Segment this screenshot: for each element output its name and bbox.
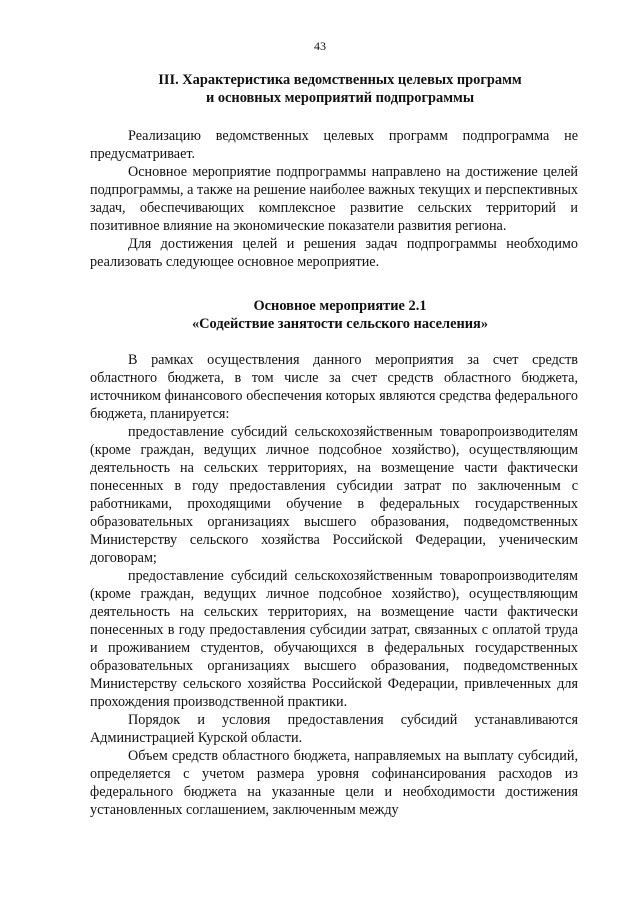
paragraph: Порядок и условия предоставления субсидий устанавливаются Администрацией Курской области. <box>90 712 578 746</box>
paragraph: Объем средств областного бюджета, направляемых на выплату субсидий, определяется с учетом размера уровня софинансирования расходов из федерального бюджета на указанные цели и необходимости достижения установленных соглашением, заключенным между <box>90 748 578 818</box>
paragraph: В рамках осуществления данного мероприятия за счет средств областного бюджета, в том числе за счет средств областного бюджета, источником финансового обеспечения которых являются средства федерального бюджета, планируется: <box>90 352 578 422</box>
paragraph: предоставление субсидий сельскохозяйственным товаропроизводителям (кроме граждан, ведущих личное подсобное хозяйство), осуществляющим деятельность на сельских территориях, на возмещение части фактически понесенных в году предоставления субсидии затрат по заключенным с работниками, проходящими обучение в федеральных государственных образовательных организациях высшего образования, подведомственных Министерству сельского хозяйства Российской Федерации, ученическим договорам; <box>90 424 578 566</box>
paragraph: предоставление субсидий сельскохозяйственным товаропроизводителям (кроме граждан, ведущих личное подсобное хозяйство), осуществляющим деятельность на сельских территориях, на возмещение части фактически понесенных в году предоставления субсидии затрат, связанных с оплатой труда и проживанием студентов, обучающихся в федеральных государственных образовательных организациях высшего образования, подведомственных Министерству сельского хозяйства Российской Федерации, привлеченных для прохождения производственной практики. <box>90 568 578 710</box>
section-heading <box>90 71 590 107</box>
measure-heading-line-1: Основное мероприятие 2.1 <box>253 298 427 314</box>
paragraph: Реализацию ведомственных целевых программ подпрограмма не предусматривает. <box>90 128 578 162</box>
section-heading-line-1: III. Характеристика ведомственных целевых программ <box>158 72 522 88</box>
measure-text <box>90 351 578 819</box>
measure-heading-line-2: «Содействие занятости сельского населения» <box>191 316 489 332</box>
paragraph: Для достижения целей и решения задач подпрограммы необходимо реализовать следующее основное мероприятие. <box>90 236 578 270</box>
section-heading-line-2: и основных мероприятий подпрограммы <box>205 90 475 106</box>
intro-text <box>90 127 578 271</box>
paragraph: Основное мероприятие подпрограммы направлено на достижение целей подпрограммы, а также на решение наиболее важных текущих и перспективных задач, обеспечивающих комплексное развитие сельских территорий и позитивное влияние на экономические показатели развития региона. <box>90 164 578 234</box>
page-number: 43 <box>314 39 326 53</box>
measure-heading <box>90 297 590 333</box>
